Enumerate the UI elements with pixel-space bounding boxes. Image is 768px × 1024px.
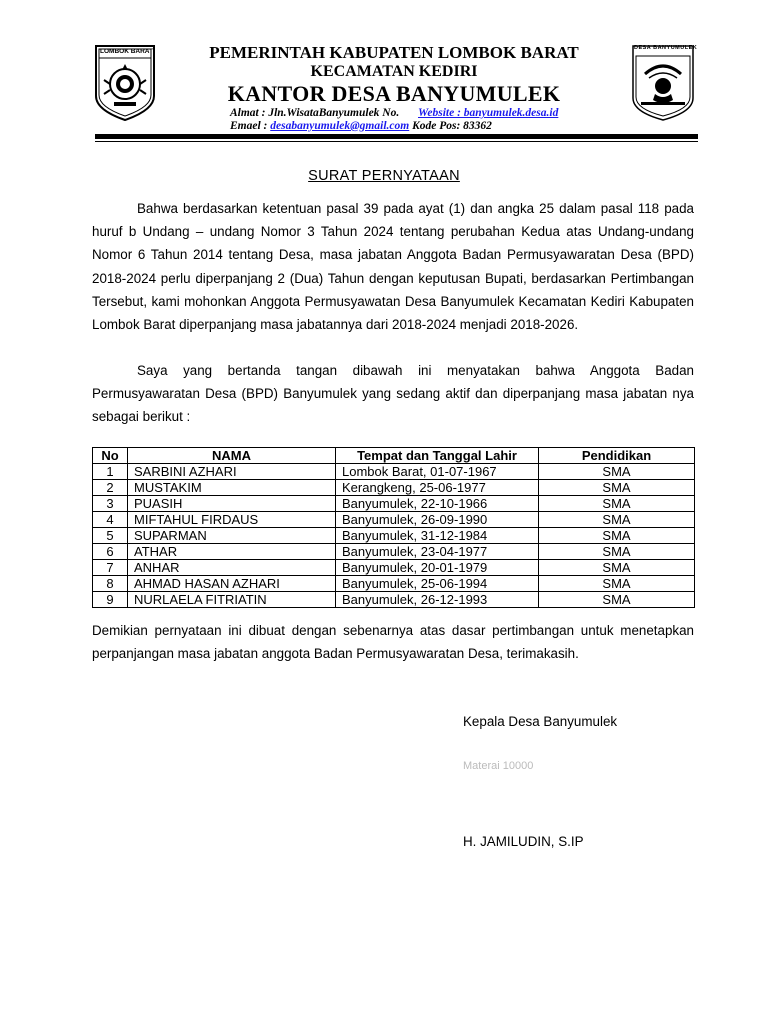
col-header-education: Pendidikan <box>539 448 695 464</box>
table-row <box>93 528 695 544</box>
contact-email-row <box>230 120 492 132</box>
cell-nama: PUASIH <box>128 496 336 512</box>
bpd-members-table <box>92 447 695 608</box>
signatory-name: H. JAMILUDIN, S.IP <box>463 834 584 849</box>
cell-education: SMA <box>539 576 695 592</box>
signature-title: Kepala Desa Banyumulek <box>463 714 618 729</box>
table-row <box>93 576 695 592</box>
postcode: Kode Pos: 83362 <box>412 120 492 132</box>
cell-no: 5 <box>93 528 128 544</box>
cell-education: SMA <box>539 480 695 496</box>
cell-education: SMA <box>539 464 695 480</box>
cell-birth: Banyumulek, 26-09-1990 <box>336 512 539 528</box>
cell-birth: Banyumulek, 25-06-1994 <box>336 576 539 592</box>
letterhead-divider-thin <box>95 141 698 142</box>
cell-birth: Banyumulek, 31-12-1984 <box>336 528 539 544</box>
paragraph-statement: Saya yang bertanda tangan dibawah ini menyatakan bahwa Anggota Badan Permusyawaratan Desa (BPD) Banyumulek yang sedang aktif dan diperpanjang masa jabatan nya sebagai berikut : <box>92 363 694 425</box>
cell-education: SMA <box>539 512 695 528</box>
contact-address: Almat : Jln.WisataBanyumulek No. <box>230 107 400 119</box>
cell-nama: SARBINI AZHARI <box>128 464 336 480</box>
cell-no: 7 <box>93 560 128 576</box>
cell-nama: MIFTAHUL FIRDAUS <box>128 512 336 528</box>
email-link[interactable]: desabanyumulek@gmail.com <box>270 120 410 132</box>
cell-birth: Lombok Barat, 01-07-1967 <box>336 464 539 480</box>
materai-stamp-note: Materai 10000 <box>463 760 534 772</box>
table-row <box>93 592 695 608</box>
paragraph-closing: Demikian pernyataan ini dibuat dengan sebenarnya atas dasar pertimbangan untuk menetapkan perpanjangan masa jabatan anggota Badan Permusyawaratan Desa, terimakasih. <box>92 623 694 662</box>
cell-no: 2 <box>93 480 128 496</box>
cell-nama: NURLAELA FITRIATIN <box>128 592 336 608</box>
table-row <box>93 480 695 496</box>
contact-website[interactable] <box>418 107 558 119</box>
cell-education: SMA <box>539 560 695 576</box>
cell-no: 4 <box>93 512 128 528</box>
col-header-nama: NAMA <box>128 448 336 464</box>
cell-no: 8 <box>93 576 128 592</box>
paragraph-basis: Bahwa berdasarkan ketentuan pasal 39 pada ayat (1) dan angka 25 dalam pasal 118 pada huruf b Undang – undang Nomor 3 Tahun 2024 tentang perubahan Kedua atas Undang-undang Nomor 6 Tahun 2014 tentang Desa, masa jabatan Anggota Badan Permusyawaratan Desa (BPD) 2018-2024 perlu diperpanjang 2 (Dua) Tahun dengan keputusan Bupati, berdasarkan Pertimbangan Tersebut, kami mohonkan Anggota Permusyawatan Desa Banyumulek Kecamatan Kediri Kabupaten Lombok Barat diperpanjang masa jabatannya dari 2018-2024 menjadi 2018-2026. <box>92 201 694 333</box>
cell-nama: AHMAD HASAN AZHARI <box>128 576 336 592</box>
document-title: SURAT PERNYATAAN <box>308 168 460 184</box>
letterhead-office: KANTOR DESA BANYUMULEK <box>227 81 561 106</box>
desa-banyumulek-logo <box>631 44 698 122</box>
cell-nama: ANHAR <box>128 560 336 576</box>
lombok-barat-logo <box>94 44 156 122</box>
cell-birth: Kerangkeng, 25-06-1977 <box>336 480 539 496</box>
cell-birth: Banyumulek, 20-01-1979 <box>336 560 539 576</box>
table-row <box>93 560 695 576</box>
cell-education: SMA <box>539 592 695 608</box>
cell-no: 6 <box>93 544 128 560</box>
cell-birth: Banyumulek, 23-04-1977 <box>336 544 539 560</box>
table-row <box>93 512 695 528</box>
cell-education: SMA <box>539 528 695 544</box>
letterhead-district: KECAMATAN KEDIRI <box>310 63 478 80</box>
cell-birth: Banyumulek, 22-10-1966 <box>336 496 539 512</box>
cell-no: 9 <box>93 592 128 608</box>
logo-right-label: DESA BANYUMULEK <box>634 45 698 51</box>
letterhead-government: PEMERINTAH KABUPATEN LOMBOK BARAT <box>209 43 579 62</box>
cell-no: 3 <box>93 496 128 512</box>
cell-nama: SUPARMAN <box>128 528 336 544</box>
cell-no: 1 <box>93 464 128 480</box>
col-header-no: No <box>93 448 128 464</box>
cell-education: SMA <box>539 544 695 560</box>
table-row <box>93 496 695 512</box>
email-label: Emael : <box>230 120 268 132</box>
col-header-birth: Tempat dan Tanggal Lahir <box>336 448 539 464</box>
cell-education: SMA <box>539 496 695 512</box>
cell-nama: ATHAR <box>128 544 336 560</box>
logo-left-label: LOMBOK BARAT <box>100 48 153 55</box>
table-header-row <box>93 448 695 464</box>
letterhead-divider-thick <box>95 134 698 139</box>
table-row <box>93 464 695 480</box>
cell-nama: MUSTAKIM <box>128 480 336 496</box>
cell-birth: Banyumulek, 26-12-1993 <box>336 592 539 608</box>
website-link[interactable]: Website : banyumulek.desa.id <box>418 107 559 119</box>
table-row <box>93 544 695 560</box>
